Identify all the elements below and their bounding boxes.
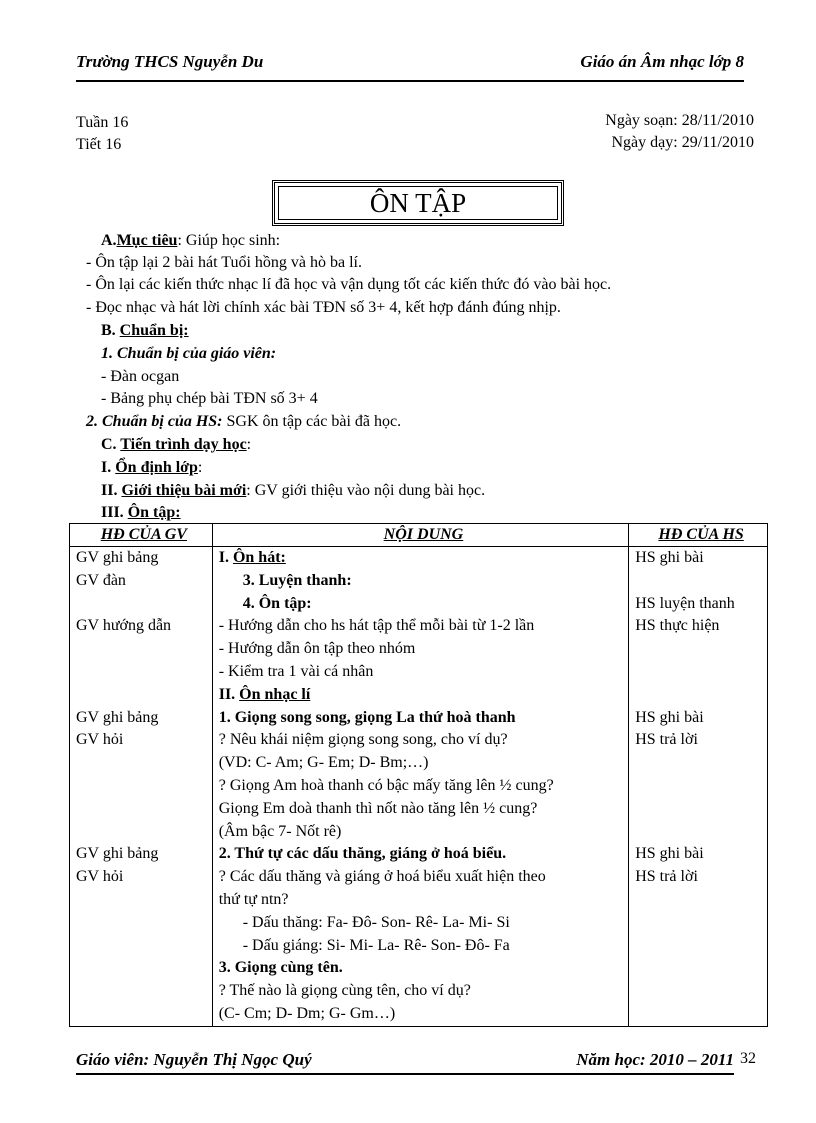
objective-item: - Ôn tập lại 2 bài hát Tuổi hồng và hò ba lí. <box>86 254 362 271</box>
header-subject: Giáo án Âm nhạc lớp 8 <box>580 52 744 71</box>
date-taught: Ngày dạy: 29/11/2010 <box>611 134 754 151</box>
process-step-2: II. Giới thiệu bài mới: GV giới thiệu vào nội dung bài học. <box>101 482 486 499</box>
content-column: I. Ôn hát: 3. Luyện thanh: 4. Ôn tập: - Hướng dẫn cho hs hát tập thể mỗi bài từ 1-2 lần - Hướng dẫn ôn tập theo nhóm - Kiểm tra 1 vài cá nhân II. Ôn nhạc lí 1. Giọng song song, giọng La thứ hoà thanh ? Nêu khái niệm giọng song song, cho ví dụ? (VD: C- Am; G- Em; D- Bm;…) ? Giọng Am hoà thanh có bậc mấy tăng lên ½ cung? Giọng Em doà thanh thì nốt nào tăng lên ½ cung? (Âm bậc 7- Nốt rê) 2. Thứ tự các dấu thăng, giáng ở hoá biểu. ? Các dấu thăng và giáng ở hoá biểu xuất hiện theo thứ tự ntn? - Dấu thăng: Fa- Đô- Son- Rê- La- Mi- Si - Dấu giáng: Si- Mi- La- Rê- Son- Đô- Fa 3. Giọng cùng tên. ? Thế nào là giọng cùng tên, cho ví dụ? (C- Cm; D- Dm; G- Gm…) <box>212 547 628 1027</box>
lesson-label: Tiết 16 <box>76 136 122 153</box>
header-content: NỘI DUNG <box>212 524 628 547</box>
lesson-table <box>69 523 768 1027</box>
teacher-prep-item: - Đàn ocgan <box>101 368 180 385</box>
footer-school-year: Năm học: 2010 – 2011 <box>576 1050 734 1069</box>
process-step-1: I. Ổn định lớp: <box>101 459 203 476</box>
student-activity-column: HS ghi bài HS luyện thanh HS thực hiện HS ghi bài HS trả lời HS ghi bài HS trả lời <box>629 547 768 1027</box>
meta-right <box>605 110 754 154</box>
table-header-row <box>70 524 768 547</box>
process-heading: C. Tiến trình dạy học: <box>101 436 252 453</box>
objective-item: - Đọc nhạc và hát lời chính xác bài TĐN số 3+ 4, kết hợp đánh đúng nhịp. <box>86 299 561 316</box>
title-box <box>272 180 564 226</box>
teacher-prep-item: - Bảng phụ chép bài TĐN số 3+ 4 <box>101 390 318 407</box>
header-teacher-activity: HĐ CỦA GV <box>70 524 213 547</box>
teacher-prep-heading: 1. Chuẩn bị của giáo viên: <box>101 345 277 362</box>
header-student-activity: HĐ CỦA HS <box>629 524 768 547</box>
meta-left <box>76 112 128 156</box>
header-divider <box>76 80 744 82</box>
process-step-3: III. Ôn tập: <box>101 504 181 521</box>
page-title: ÔN TẬP <box>369 188 467 218</box>
week-label: Tuần 16 <box>76 114 129 131</box>
footer-divider <box>76 1073 734 1075</box>
teacher-activity-column: GV ghi bảng GV đàn GV hướng dẫn GV ghi bảng GV hỏi GV ghi bảng GV hỏi <box>70 547 213 1027</box>
objectives-heading: A.Mục tiêu: Giúp học sinh: <box>101 232 281 249</box>
preparation-heading: B. Chuẩn bị: <box>101 322 189 339</box>
page-number: 32 <box>740 1050 756 1067</box>
objective-item: - Ôn lại các kiến thức nhạc lí đã học và vận dụng tốt các kiến thức đó vào bài học. <box>86 276 612 293</box>
student-prep: 2. Chuẩn bị của HS: SGK ôn tập các bài đã học. <box>86 413 402 430</box>
table-row <box>70 547 768 1027</box>
date-prepared: Ngày soạn: 28/11/2010 <box>605 112 754 129</box>
header-school: Trường THCS Nguyễn Du <box>76 52 264 71</box>
footer-teacher: Giáo viên: Nguyễn Thị Ngọc Quý <box>76 1050 312 1069</box>
